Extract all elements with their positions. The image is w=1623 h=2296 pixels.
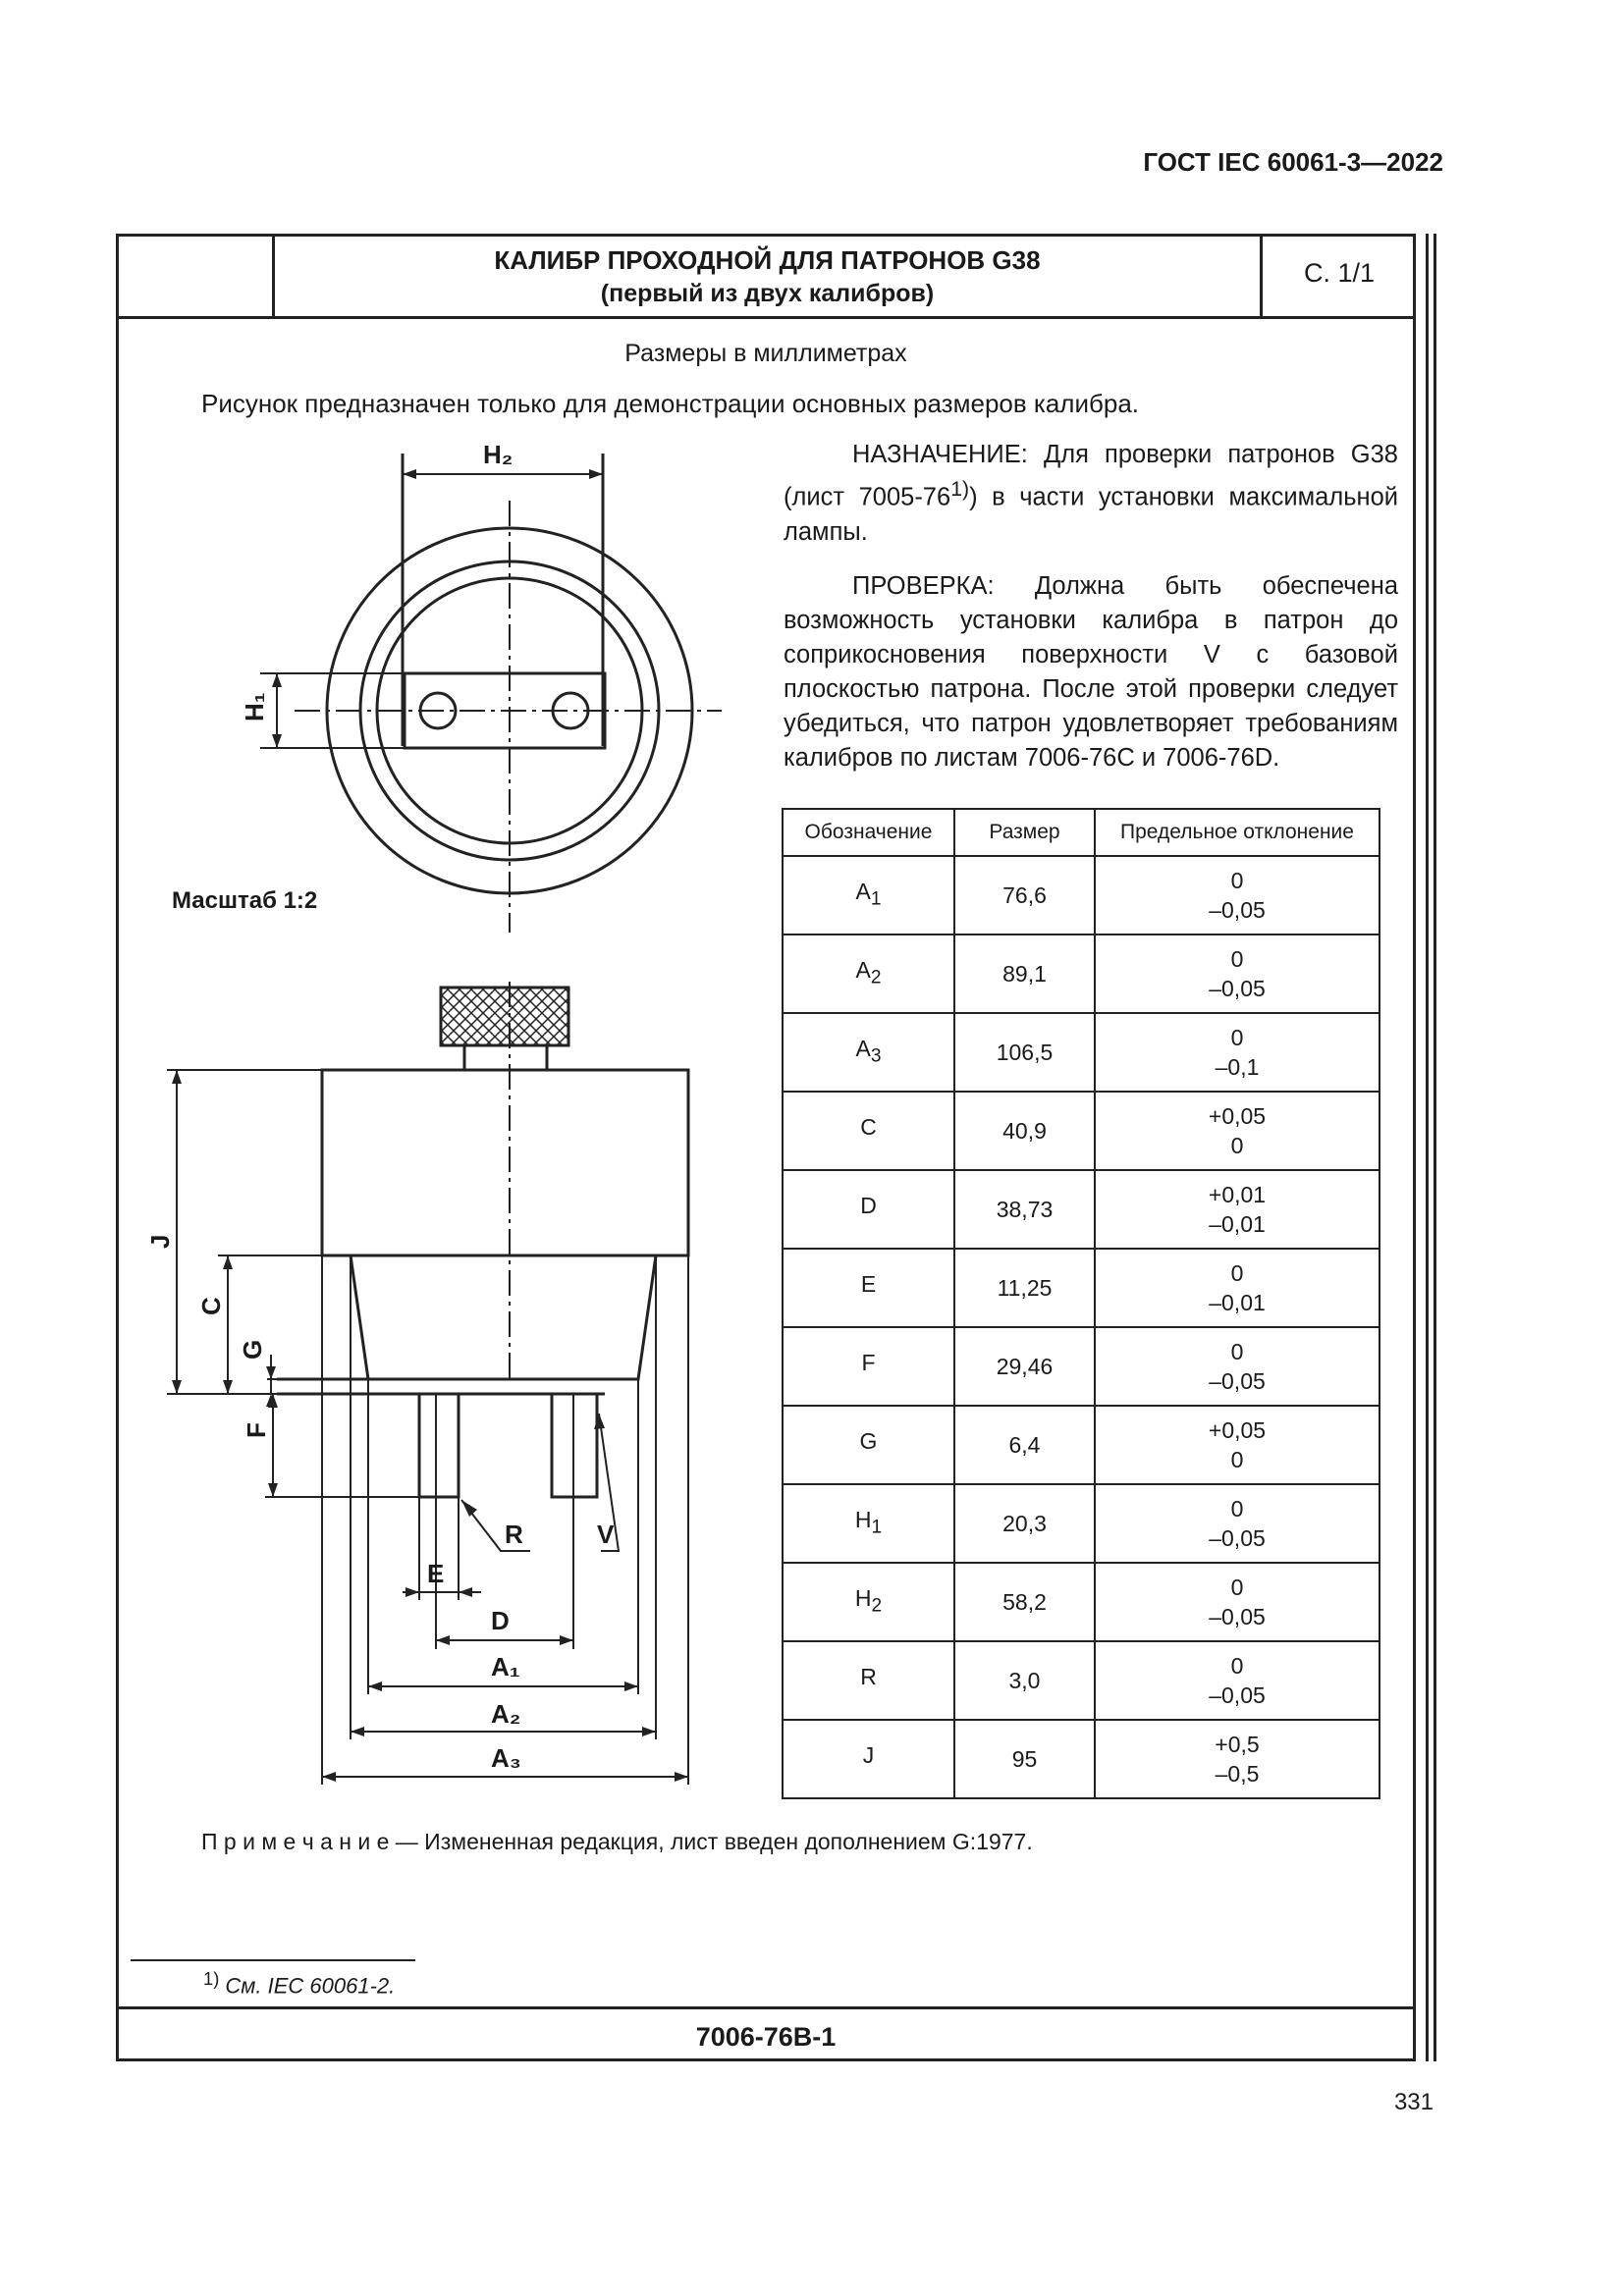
- size-value: 40,9: [1002, 1118, 1047, 1144]
- handle-neck: [464, 1045, 547, 1070]
- table-row: [783, 1563, 1380, 1641]
- size-value: 3,0: [1008, 1668, 1041, 1693]
- symbol-letter: H: [854, 1506, 872, 1532]
- symbol-letter: A: [855, 1035, 871, 1061]
- sheet-number: С. 1/1: [1303, 258, 1376, 288]
- cell-tolerance: [1095, 1641, 1380, 1720]
- symbol-subscript: 1: [871, 1517, 883, 1538]
- table-header-row: [783, 809, 1380, 856]
- label-d: D: [491, 1606, 510, 1635]
- table-row: [783, 1327, 1380, 1406]
- table-row: [783, 1641, 1380, 1720]
- symbol-letter: C: [860, 1113, 877, 1140]
- cell-tolerance: [1095, 1563, 1380, 1641]
- symbol-letter: R: [860, 1663, 877, 1689]
- lower-deviation: –0,05: [1209, 1525, 1266, 1551]
- cell-tolerance: [1095, 1327, 1380, 1406]
- footer-separator: [116, 2006, 1416, 2009]
- table-row: [783, 1406, 1380, 1484]
- label-c: C: [196, 1297, 226, 1315]
- dimensions-table: [782, 808, 1380, 1799]
- cell-size: [954, 1249, 1095, 1327]
- purpose-text: НАЗНАЧЕНИЕ: Для проверки патронов G38 (лист 7005-76: [784, 441, 1398, 511]
- upper-deviation: 0: [1230, 868, 1244, 893]
- frame-edge-line: [1434, 234, 1436, 2061]
- label-e: E: [427, 1559, 445, 1588]
- cell-tolerance: [1095, 856, 1380, 934]
- taper-skirt: [351, 1255, 656, 1379]
- table-row: [783, 1720, 1380, 1798]
- lower-deviation: 0: [1230, 1447, 1244, 1472]
- label-v: V: [597, 1520, 615, 1549]
- cell-symbol: [783, 1641, 954, 1720]
- cell-tolerance: [1095, 1484, 1380, 1563]
- symbol-letter: J: [862, 1741, 875, 1768]
- sheet-title: КАЛИБР ПРОХОДНОЙ ДЛЯ ПАТРОНОВ G38: [494, 245, 1041, 275]
- cell-tolerance: [1095, 1092, 1380, 1170]
- intro-text: Рисунок предназначен только для демонстрации основных размеров калибра.: [201, 389, 1140, 418]
- note-text: П р и м е ч а н и е — Измененная редакция, лист введен дополнением G:1977.: [201, 1829, 1033, 1854]
- symbol-subscript: 2: [870, 967, 882, 988]
- cell-size: [954, 856, 1095, 934]
- cell-size: [954, 1720, 1095, 1798]
- table-row: [783, 1092, 1380, 1170]
- symbol-letter: E: [860, 1270, 877, 1297]
- label-a2: A₂: [491, 1699, 521, 1729]
- lower-deviation: 0: [1230, 1133, 1244, 1158]
- cell-symbol: [783, 1327, 954, 1406]
- cell-size: [954, 1092, 1095, 1170]
- cell-tolerance: [1095, 1013, 1380, 1092]
- size-value: 6,4: [1008, 1432, 1041, 1458]
- scale-label: Масштаб 1:2: [172, 887, 318, 914]
- upper-deviation: 0: [1230, 1025, 1244, 1050]
- table-row: [783, 856, 1380, 934]
- cell-symbol: [783, 1406, 954, 1484]
- cell-tolerance: [1095, 1406, 1380, 1484]
- symbol-subscript: 3: [870, 1045, 882, 1067]
- symbol-letter: A: [855, 956, 871, 983]
- knurled-handle: [441, 988, 568, 1045]
- upper-deviation: 0: [1230, 946, 1244, 972]
- units-note: Размеры в миллиметрах: [624, 340, 907, 367]
- column-header-size: Размер: [954, 809, 1095, 856]
- purpose-text-end: ) в части установки максимальной лампы.: [784, 483, 1398, 546]
- label-j: J: [145, 1234, 175, 1249]
- lower-deviation: –0,01: [1209, 1290, 1266, 1315]
- standard-designation: ГОСТ IEC 60061-3—2022: [1143, 147, 1443, 177]
- lower-deviation: –0,05: [1209, 1604, 1266, 1629]
- cell-tolerance: [1095, 934, 1380, 1013]
- symbol-letter: H: [854, 1584, 872, 1611]
- footnote-text: См. IEC 60061-2.: [219, 1973, 396, 1999]
- cell-tolerance: [1095, 1170, 1380, 1249]
- check-paragraph: ПРОВЕРКА: Должна быть обеспечена возможность установки калибра в патрон до соприкосновения поверхности V с базовой плоскостью патрона. После этой проверки следует убедиться, что патрон удовлетворяет требованиям калибров по листам 7006-76C и 7006-76D.: [784, 572, 1398, 772]
- cell-size: [954, 1641, 1095, 1720]
- frame-edge-line: [1426, 234, 1429, 2061]
- gauge-body: [322, 1070, 688, 1255]
- label-a1: A₁: [491, 1652, 520, 1682]
- purpose-paragraph: [784, 438, 1398, 550]
- size-value: 20,3: [1002, 1511, 1047, 1536]
- label-r: R: [505, 1520, 523, 1549]
- cell-size: [954, 1327, 1095, 1406]
- cell-symbol: [783, 1249, 954, 1327]
- column-header-symbol: Обозначение: [783, 809, 954, 856]
- table-row: [783, 1249, 1380, 1327]
- label-a3: A₃: [491, 1743, 521, 1773]
- cell-size: [954, 1170, 1095, 1249]
- cell-tolerance: [1095, 1249, 1380, 1327]
- upper-deviation: +0,01: [1208, 1182, 1267, 1207]
- cell-symbol: [783, 1092, 954, 1170]
- symbol-subscript: 1: [870, 888, 882, 910]
- upper-deviation: +0,05: [1208, 1103, 1267, 1129]
- size-value: 76,6: [1002, 882, 1047, 908]
- lower-deviation: –0,05: [1209, 897, 1266, 923]
- cell-size: [954, 1406, 1095, 1484]
- lower-deviation: –0,5: [1215, 1761, 1260, 1787]
- cell-symbol: [783, 1013, 954, 1092]
- cell-tolerance: [1095, 1720, 1380, 1798]
- size-value: 11,25: [997, 1275, 1053, 1301]
- gauge-drawing: [0, 0, 746, 1816]
- lower-deviation: –0,05: [1209, 976, 1266, 1001]
- footnote-separator: [131, 1959, 415, 1961]
- size-value: 38,73: [996, 1197, 1054, 1222]
- lower-deviation: –0,05: [1209, 1682, 1266, 1708]
- footnote-ref: 1): [950, 477, 970, 501]
- upper-deviation: 0: [1230, 1575, 1244, 1600]
- symbol-letter: D: [860, 1192, 877, 1218]
- upper-deviation: 0: [1230, 1653, 1244, 1679]
- cell-symbol: [783, 1720, 954, 1798]
- contact-pin-left: [419, 1394, 459, 1497]
- symbol-subscript: 2: [871, 1595, 883, 1617]
- column-header-tolerance: Предельное отклонение: [1095, 809, 1380, 856]
- page-number: 331: [1393, 2089, 1434, 2115]
- symbol-letter: G: [859, 1427, 878, 1454]
- lower-deviation: –0,05: [1209, 1368, 1266, 1394]
- upper-deviation: 0: [1230, 1339, 1244, 1364]
- cell-size: [954, 1563, 1095, 1641]
- label-f: F: [242, 1422, 271, 1438]
- lower-deviation: –0,01: [1209, 1211, 1266, 1237]
- cell-symbol: [783, 1170, 954, 1249]
- label-g: G: [238, 1339, 267, 1360]
- footnote-mark: 1): [203, 1968, 220, 1989]
- sheet-code: 7006-76B-1: [695, 2022, 837, 2052]
- size-value: 106,5: [996, 1040, 1054, 1065]
- size-value: 95: [1011, 1746, 1038, 1772]
- upper-deviation: 0: [1230, 1260, 1244, 1286]
- cell-symbol: [783, 1563, 954, 1641]
- upper-deviation: +0,05: [1208, 1417, 1267, 1443]
- symbol-letter: F: [861, 1349, 876, 1375]
- upper-deviation: +0,5: [1215, 1732, 1260, 1757]
- cell-size: [954, 934, 1095, 1013]
- size-value: 58,2: [1002, 1589, 1047, 1615]
- size-value: 89,1: [1002, 961, 1047, 987]
- cell-size: [954, 1013, 1095, 1092]
- table-row: [783, 1170, 1380, 1249]
- table-row: [783, 1013, 1380, 1092]
- cell-size: [954, 1484, 1095, 1563]
- upper-deviation: 0: [1230, 1496, 1244, 1522]
- table-row: [783, 1484, 1380, 1563]
- sheet-subtitle: (первый из двух калибров): [600, 280, 935, 307]
- cell-symbol: [783, 934, 954, 1013]
- symbol-letter: A: [855, 878, 871, 904]
- label-h2: H₂: [483, 440, 514, 469]
- cell-symbol: [783, 856, 954, 934]
- table-row: [783, 934, 1380, 1013]
- size-value: 29,46: [996, 1354, 1054, 1379]
- cell-symbol: [783, 1484, 954, 1563]
- lower-deviation: –0,1: [1215, 1054, 1260, 1080]
- label-h1: H₁: [240, 692, 269, 721]
- footnote: [203, 1968, 395, 1999]
